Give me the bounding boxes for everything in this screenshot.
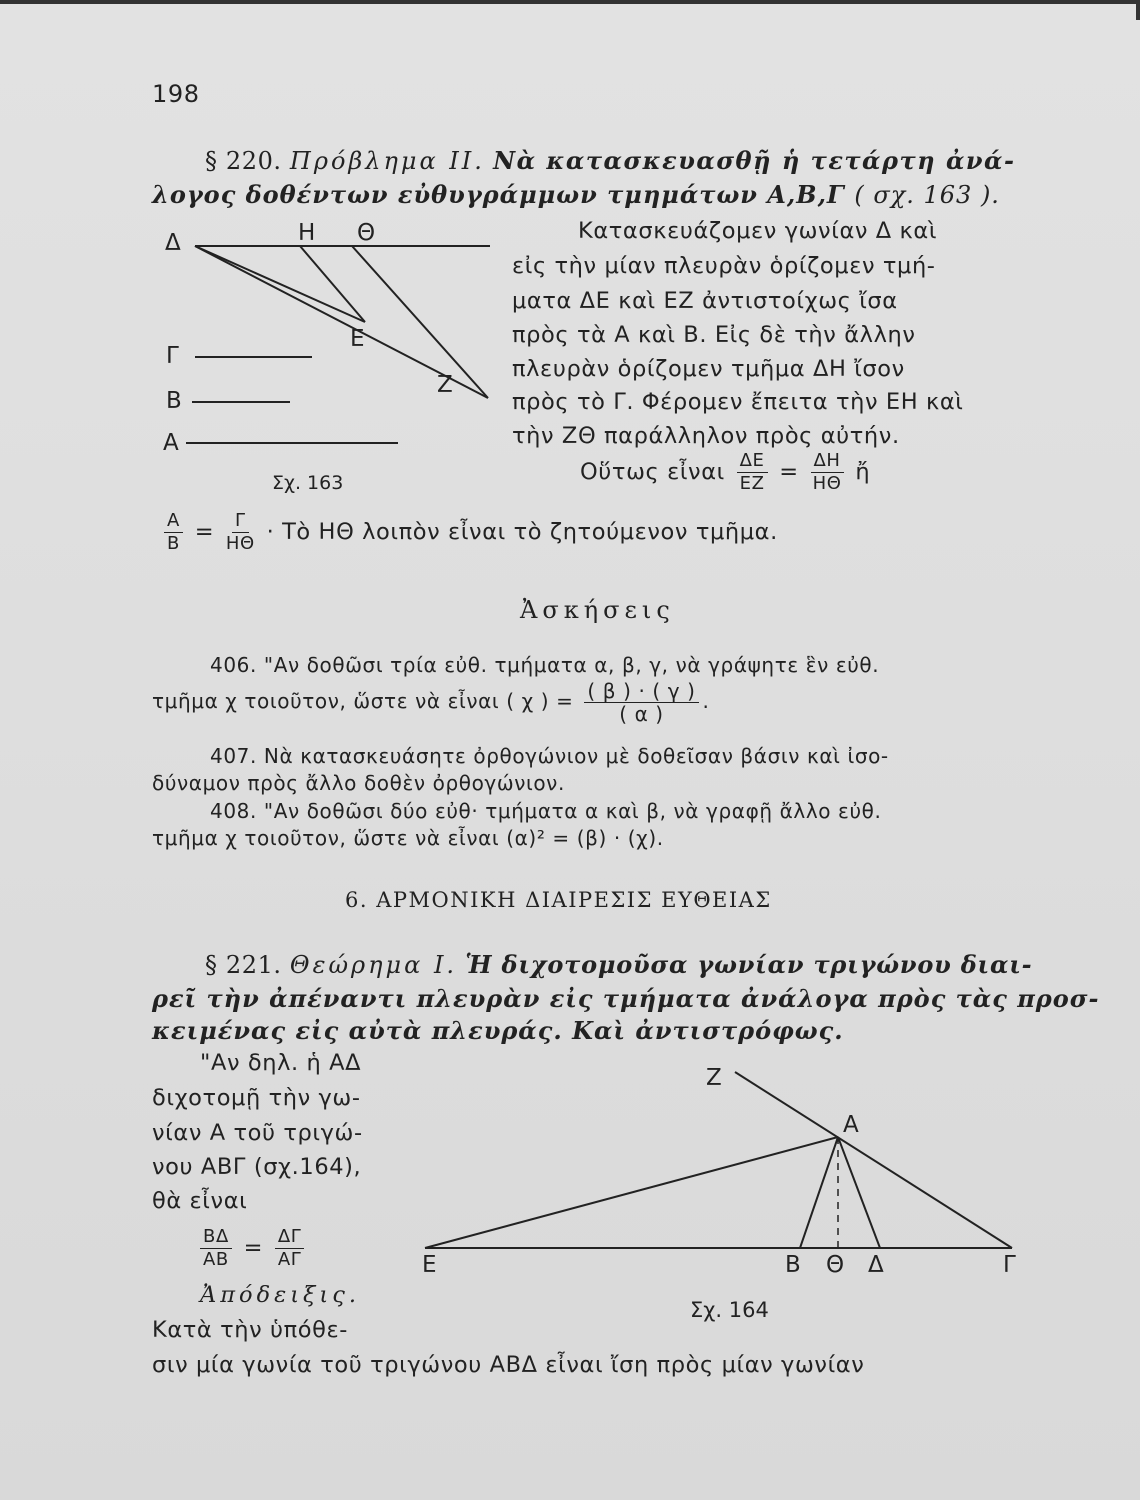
section-title-cont: ρεῖ τὴν ἀπέναντι πλευρὰν εἰς τμήματα ἀνάλογα πρὸς τὰς προσ- [152,984,1100,1013]
point-label: Ζ [437,372,453,398]
exercise-407: 407. Νὰ κατασκευάσητε ὀρθογώνιον μὲ δοθεῖσαν βάσιν καὶ ἰσο- [210,744,889,768]
numerator: Γ [232,510,249,533]
point-label: Ε [350,326,365,352]
section-kind: Θεώρημα I. [289,951,458,979]
equals-sign: = [779,459,799,485]
exercise-406-formula: τμῆμα χ τοιοῦτον, ὥστε νὰ εἶναι ( χ ) = $\frac{( \beta ) \cdot ( \gamma )}{( \alpha )}$ . [152,679,710,726]
figure-reference: ( σχ. 163 ). [854,181,1000,209]
equation-text: Οὕτως εἶναι [580,459,725,485]
body-line: πρὸς τὸ Γ. Φέρομεν ἔπειτα τὴν ΕΗ καὶ [512,389,964,415]
body-line: νου ΑΒΓ (σχ.164), [152,1154,362,1180]
denominator: ( α ) [619,702,664,726]
numerator: ΔΕ [737,450,768,473]
section-title: λογος δοθέντων εὐθυγράμμων τμημάτων Α,Β,Γ [152,180,845,209]
denominator: Β [166,533,180,554]
point-label: Β [785,1252,801,1278]
section-title-cont: κειμένας εἰς αὐτὰ πλευράς. Καὶ ἀντιστρόφως. [152,1016,844,1045]
body-line: εἰς τὴν μίαν πλευρὰν ὁρίζομεν τμή- [512,253,936,279]
exercise-407-cont: δύναμον πρὸς ἄλλο δοθὲν ὀρθογώνιον. [152,771,565,795]
section-title: Νὰ κατασκευασθῇ ἡ τετάρτη ἀνά- [493,146,1016,175]
body-line: πλευρὰν ὁρίζομεν τμῆμα ΔΗ ἴσον [512,356,905,382]
section-title: Ἡ διχοτομοῦσα γωνίαν τριγώνου διαι- [465,950,1033,979]
point-label: Ε [422,1252,437,1278]
denominator: ΗΘ [225,533,255,554]
point-label: Δ [165,230,181,256]
equals-sign: = [243,1235,264,1261]
figure-caption: Σχ. 163 [272,472,344,494]
point-label: Δ [868,1252,884,1278]
section-kind: Πρόβλημα II. [289,147,485,175]
body-line: διχοτομῇ τὴν γω- [152,1085,361,1111]
point-label: Γ [1003,1252,1016,1278]
denominator: ΗΘ [812,473,842,494]
page-number: 198 [152,80,200,108]
body-line: Κατὰ τὴν ὑπόθε- [152,1317,349,1343]
body-line: ματα ΔΕ καὶ ΕΖ ἀντιστοίχως ἴσα [512,288,898,314]
chapter-heading: 6. ΑΡΜΟΝΙΚΗ ΔΙΑΙΡΕΣΙΣ ΕΥΘΕΙΑΣ [345,888,772,912]
exercise-text: τμῆμα χ τοιοῦτον, ὥστε νὰ εἶναι ( χ ) = [152,689,574,713]
segment-ea [425,1137,838,1248]
numerator: ΒΔ [200,1226,232,1249]
body-line: πρὸς τὰ Α καὶ Β. Εἰς δὲ τὴν ἄλλην [512,322,916,348]
equation-text: ἤ [855,459,871,485]
point-label: Η [298,220,316,246]
numerator: ΔΗ [811,450,844,473]
point-label: Α [843,1112,859,1138]
exercises-heading: Ἀσκήσεις [520,596,675,624]
denominator: ΕΖ [739,473,765,494]
point-label: Β [166,388,182,414]
section-number: § 220. [205,147,282,175]
segment-ad [838,1137,880,1248]
figure-caption: Σχ. 164 [690,1298,769,1322]
denominator: ΑΒ [203,1249,229,1270]
point-label: Α [163,430,179,456]
denominator: ΑΓ [277,1249,302,1270]
body-line: θὰ εἶναι [152,1188,248,1214]
body-line: νίαν Α τοῦ τριγώ- [152,1120,363,1146]
point-label: Θ [826,1252,845,1278]
numerator: Α [164,510,183,533]
segment-ab [800,1137,838,1248]
body-line: Κατασκευάζομεν γωνίαν Δ καὶ [578,218,938,244]
numerator: ( β ) · ( γ ) [584,680,698,703]
exercise-408-cont: τμῆμα χ τοιοῦτον, ὥστε νὰ εἶναι (α)² = (β) · (χ). [152,826,664,850]
exercise-408: 408. "Αν δοθῶσι δύο εὐθ· τμήματα α καὶ β, νὰ γραφῇ ἄλλο εὐθ. [210,799,882,823]
point-label: Γ [166,343,179,369]
section-number: § 221. [205,951,282,979]
body-line: "Αν δηλ. ἡ ΑΔ [200,1050,362,1076]
conclusion-text: · Τὸ ΗΘ λοιπὸν εἶναι τὸ ζητούμενον τμῆμα. [266,519,778,545]
numerator: ΔΓ [275,1226,305,1249]
exercise-406: 406. "Αν δοθῶσι τρία εὐθ. τμήματα α, β, γ, νὰ γράψητε ἓν εὐθ. [210,653,880,677]
line-zg [735,1072,1012,1248]
body-line: σιν μία γωνία τοῦ τριγώνου ΑΒΔ εἶναι ἴση πρὸς μίαν γωνίαν [152,1352,865,1378]
proof-heading: Ἀπόδειξις. [200,1282,360,1308]
body-line: τὴν ΖΘ παράλληλον πρὸς αὐτήν. [512,423,900,449]
equals-sign: = [194,519,215,545]
point-label: Θ [357,220,376,246]
point-label: Ζ [706,1065,722,1091]
